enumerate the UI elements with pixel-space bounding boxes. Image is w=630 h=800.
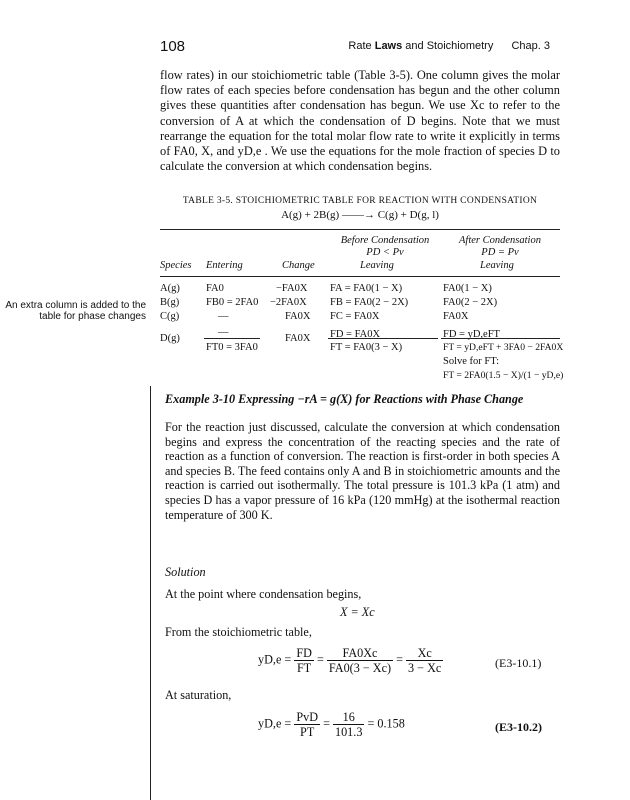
eq1-label: (E3-10.1) <box>495 656 542 670</box>
col-species: Species <box>160 260 192 271</box>
example-paragraph: For the reaction just discussed, calculate the conversion at which condensation begins and express the concentration of the reacting species and the rate of reaction as a function of conversion. The reaction is first-order in both species A and species B. The feed contains only A and B in stoichiometric amounts and the reaction is carried out isothermally. The total pressure is 101.3 kPa (1 atm) and species D has a vapor pressure of 16 kPa (120 mmHg) at the isothermal reaction temperature of 300 K. <box>165 420 560 522</box>
eq2-label: (E3-10.2) <box>495 720 542 734</box>
table-header-rule <box>160 276 560 277</box>
running-title-bold: Laws <box>374 40 403 52</box>
cell-total-before: FT = FA0(3 − X) <box>330 342 403 353</box>
eq2-frac1-num: PvD <box>296 710 319 724</box>
eq2-frac2-den: 101.3 <box>334 725 363 739</box>
eq2-fraction-2 <box>333 710 364 739</box>
running-header <box>348 40 550 52</box>
solution-label: Solution <box>165 565 206 579</box>
solve-for-result: FT = 2FA0(1.5 − X)/(1 − yD,e) <box>443 370 564 381</box>
after-condensation-sub: PD = Pv <box>481 247 519 258</box>
eq2-fraction-1 <box>294 710 320 739</box>
line-stoich: From the stoichiometric table, <box>165 625 312 639</box>
cell-total-after: FT = yD,eFT + 3FA0 − 2FA0X <box>443 342 564 353</box>
running-title-part1: Rate <box>348 40 375 52</box>
eq1-frac3-num: Xc <box>406 646 443 661</box>
page-number: 108 <box>160 38 186 55</box>
cell-entering-d: — <box>218 327 229 338</box>
before-condensation-header: Before Condensation <box>340 235 430 246</box>
eq1-frac3-den: 3 − Xc <box>408 661 442 675</box>
after-condensation-header: After Condensation <box>459 235 541 246</box>
before-total-rule <box>328 338 438 339</box>
example-margin-bar <box>150 386 151 800</box>
chapter-label: Chap. 3 <box>511 40 550 52</box>
table-title: TABLE 3-5. STOICHIOMETRIC TABLE FOR REACTION WITH CONDENSATION <box>182 196 538 206</box>
entering-total-rule <box>204 338 260 339</box>
cell-entering-c: — <box>218 311 229 322</box>
cell-leaving-before-b: FB = FA0(2 − 2X) <box>330 297 409 308</box>
cell-species-b: B(g) <box>160 297 180 308</box>
col-change: Change <box>282 260 315 271</box>
example-title: Example 3-10 Expressing −rA = g(X) for Reactions with Phase Change <box>165 392 524 406</box>
eq1-fraction-1 <box>294 646 314 675</box>
solve-for-label: Solve for FT: <box>443 356 500 367</box>
eq1-fraction-2 <box>327 646 393 675</box>
eq1-frac2-den: FA0(3 − Xc) <box>328 661 392 675</box>
cell-entering-b: FB0 = 2FA0 <box>206 297 259 308</box>
cell-leaving-after-c: FA0X <box>443 311 469 322</box>
equation-e3-10-1: yD,e = $\frac{FD}{FT}$ = $\frac{FA0Xc}{FA0(3 - Xc)}$ = $\frac{Xc}{3 - Xc}$ <box>258 646 442 675</box>
line-condensation: At the point where condensation begins, <box>165 587 362 601</box>
table-reaction: A(g) + 2B(g) ——→ C(g) + D(g, l) <box>281 209 439 221</box>
cell-leaving-before-c: FC = FA0X <box>330 311 380 322</box>
col-leaving-after: Leaving <box>480 260 514 271</box>
eq1-frac1-num: FD <box>296 646 312 660</box>
cell-species-d: D(g) <box>160 333 180 344</box>
cell-total-entering: FT0 = 3FA0 <box>206 342 258 353</box>
running-title-part2: and Stoichiometry <box>402 40 494 52</box>
eq2-lhs: yD,e = <box>258 716 292 731</box>
eq2-frac2-num: 16 <box>333 710 364 725</box>
line-saturation: At saturation, <box>165 688 232 702</box>
eq1-fraction-3 <box>406 646 443 675</box>
cell-species-c: C(g) <box>160 311 180 322</box>
cell-leaving-after-a: FA0(1 − X) <box>443 283 492 294</box>
table-top-rule <box>160 229 560 230</box>
equation-e3-10-2: yD,e = $\frac{\text{PvD}}{PT}$ = $\frac{16}{101.3}$ = 0.158 <box>258 710 405 739</box>
cell-change-b: −2FA0X <box>270 297 307 308</box>
eq1-frac1-den: FT <box>297 661 312 675</box>
eq1-frac2-num: FA0Xc <box>327 646 393 661</box>
cell-leaving-before-d: FD = FA0X <box>330 329 381 340</box>
cell-species-a: A(g) <box>160 283 180 294</box>
cell-entering-a: FA0 <box>206 283 224 294</box>
col-leaving-before: Leaving <box>360 260 394 271</box>
eq2-result: = 0.158 <box>367 716 405 731</box>
cell-leaving-after-d: FD = yD,eFT <box>443 329 500 340</box>
cell-change-c: FA0X <box>285 311 311 322</box>
cell-change-a: −FA0X <box>276 283 308 294</box>
cell-leaving-before-a: FA = FA0(1 − X) <box>330 283 403 294</box>
before-condensation-sub: PD < Pv <box>366 247 404 258</box>
after-total-rule <box>441 338 560 339</box>
cell-leaving-after-b: FA0(2 − 2X) <box>443 297 498 308</box>
eq1-lhs: yD,e = <box>258 652 292 667</box>
cell-change-d: FA0X <box>285 333 311 344</box>
margin-note: An extra column is added to the table for phase changes <box>5 300 146 322</box>
equation-x-xc: X = Xc <box>340 605 375 619</box>
col-entering: Entering <box>206 260 243 271</box>
eq2-frac1-den: PT <box>300 725 315 739</box>
intro-paragraph: flow rates) in our stoichiometric table (Table 3-5). One column gives the molar flow rates of each species before condensation has begun and the other column gives these quantities after condensation has begun. We use Xc to refer to the conversion of A at which the condensation of D begins. Note that we must rearrange the equation for the total molar flow rate to write it explicitly in terms of FA0, X, and yD,e . We use the equations for the mole fraction of species D to calculate the conversion at which condensation begins. <box>160 68 560 174</box>
